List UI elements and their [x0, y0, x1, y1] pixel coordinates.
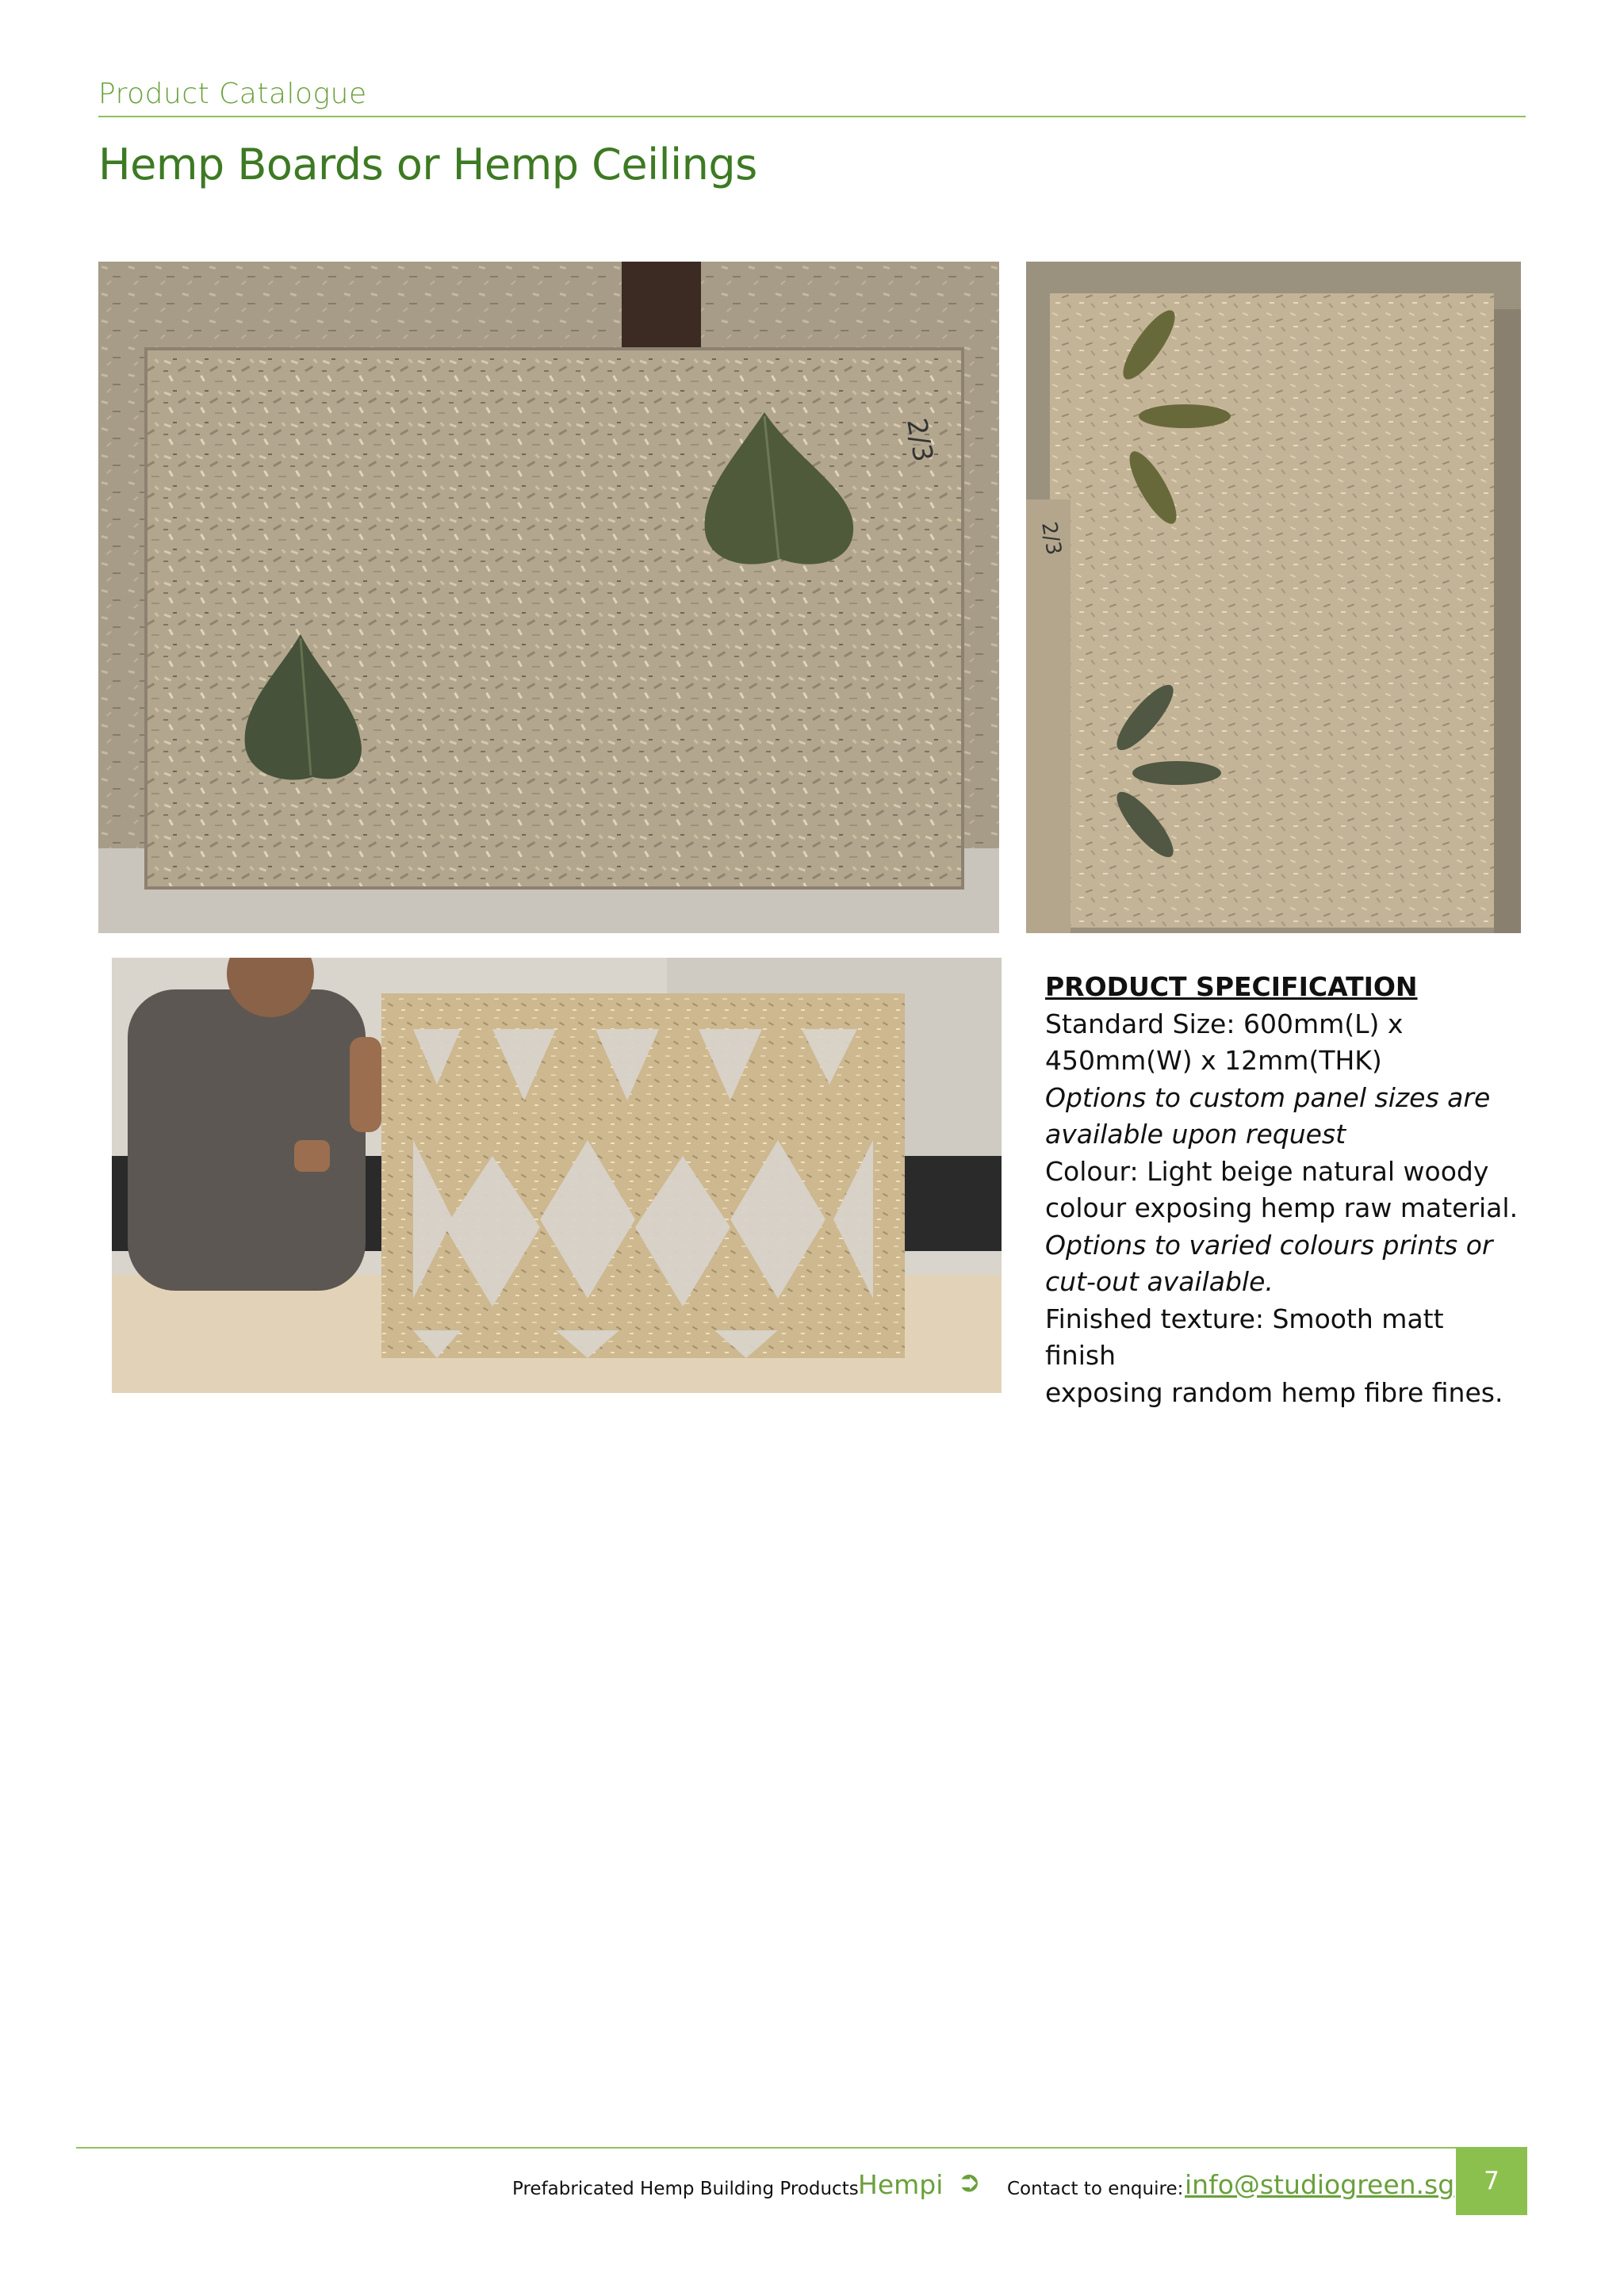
spec-line: 450mm(W) x 12mm(THK): [1045, 1045, 1382, 1076]
footer-tagline: Prefabricated Hemp Building Products: [512, 2179, 859, 2199]
spec-line: Colour: Light beige natural woody: [1045, 1155, 1489, 1187]
product-specification: [1045, 969, 1521, 1411]
spec-line: colour exposing hemp raw material.: [1045, 1192, 1519, 1223]
board-marking: 2/3: [1036, 520, 1066, 557]
photo-hemp-board-fern: [1026, 262, 1521, 933]
photo-hemp-board-leaves: [98, 262, 999, 933]
arrow-right-icon: ➲: [957, 2166, 982, 2198]
photo-hemp-cutout-panel: [112, 958, 1002, 1393]
page-footer: [0, 2147, 1624, 2215]
hemp-board-fern-image: [1026, 262, 1521, 933]
spec-line: cut-out available.: [1045, 1266, 1274, 1297]
hemp-board-leaves-image: [98, 262, 999, 933]
footer-brand: Hempi: [858, 2169, 944, 2200]
spec-line: exposing random hemp fibre fines.: [1045, 1376, 1503, 1408]
contact-email-link[interactable]: info@studiogreen.sg: [1185, 2169, 1455, 2200]
spec-line: available upon request: [1045, 1119, 1346, 1150]
board-marking: 2/3: [900, 415, 940, 465]
page-number: 7: [1456, 2147, 1527, 2215]
hemp-cutout-image: [112, 958, 1002, 1393]
footer-contact-label: Contact to enquire:: [1007, 2179, 1184, 2199]
spec-line: Options to varied colours prints or: [1045, 1229, 1493, 1261]
spec-line: Standard Size: 600mm(L) x: [1045, 1008, 1404, 1039]
spec-line: Options to custom panel sizes are: [1045, 1081, 1491, 1113]
header-divider: [98, 116, 1526, 117]
spec-heading: PRODUCT SPECIFICATION: [1045, 971, 1418, 1002]
catalogue-label: Product Catalogue: [98, 78, 367, 110]
spec-line: Finished texture: Smooth matt finish: [1045, 1303, 1444, 1371]
page-title: Hemp Boards or Hemp Ceilings: [98, 140, 757, 189]
